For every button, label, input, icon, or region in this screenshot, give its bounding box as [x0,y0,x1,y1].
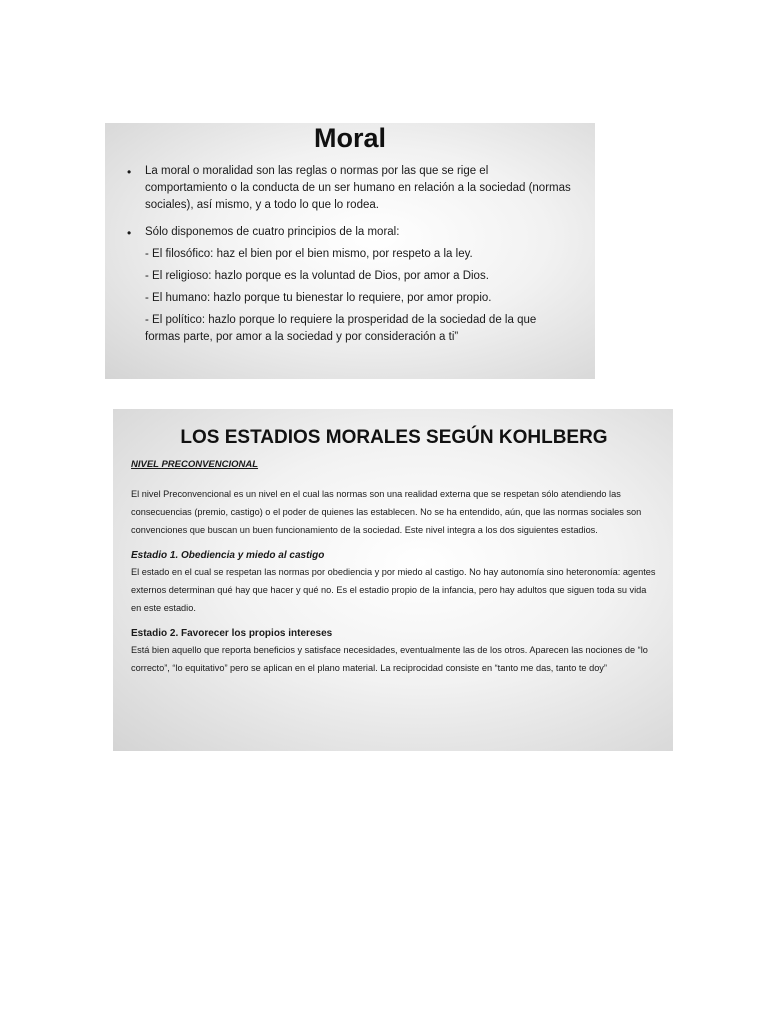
stage-1-heading: Estadio 1. Obediencia y miedo al castigo [131,550,325,561]
principle-religioso: - El religioso: hazlo porque es la voluntad de Dios, por amor a Dios. [145,270,489,282]
kohlberg-slide [113,409,673,751]
bullet-icon: • [127,165,132,179]
moral-slide [105,123,595,379]
stage-2-heading: Estadio 2. Favorecer los propios intereses [131,628,333,639]
bullet-list [127,163,573,241]
list-item [127,224,573,241]
bullet-text: La moral o moralidad son las reglas o normas por las que se rige el comportamiento o la conducta de un ser humano en relación a la sociedad (normas sociales), así mismo, y a todo lo que lo rodea. [145,165,571,211]
principle-filosofico: - El filosófico: haz el bien por el bien mismo, por respeto a la ley. [145,248,473,260]
slide-title: Moral [313,123,386,153]
bullet-icon: • [127,226,132,240]
level-heading: NIVEL PRECONVENCIONAL [131,459,259,470]
principle-humano: - El humano: hazlo porque tu bienestar lo requiere, por amor propio. [145,292,492,304]
level-description: El nivel Preconvencional es un nivel en el cual las normas son una realidad externa que se respetan sólo atendiendo las consecuencias (premio, castigo) o el poder de quienes las establecen. No se ha entendido, aún, que las normas sociales son convenciones que buscan un buen funcionamiento de la sociedad. Este nivel integra a los dos siguientes estadios. [131,489,642,535]
principle-politico: - El político: hazlo porque lo requiere la prosperidad de la sociedad de la que formas parte, por amor a la sociedad y por consideración a ti” [145,314,537,343]
stage-2-text: Está bien aquello que reporta beneficios y satisface necesidades, eventualmente las de los otros. Aparecen las nociones de “lo correcto”, “lo equitativo” pero se aplican en el plano material. La reciprocidad consiste en “tanto me das, tanto te doy” [131,645,648,673]
stage-1-text: El estado en el cual se respetan las normas por obediencia y por miedo al castigo. No hay autonomía sino heteronomía: agentes externos determinan qué hay que hacer y qué no. Es el estadio propio de la infancia, pero hay adultos que siguen toda su vida en este estadio. [131,567,656,613]
slide-title: LOS ESTADIOS MORALES SEGÚN KOHLBERG [180,427,608,448]
bullet-text: Sólo disponemos de cuatro principios de la moral: [145,226,400,238]
list-item [127,163,573,214]
